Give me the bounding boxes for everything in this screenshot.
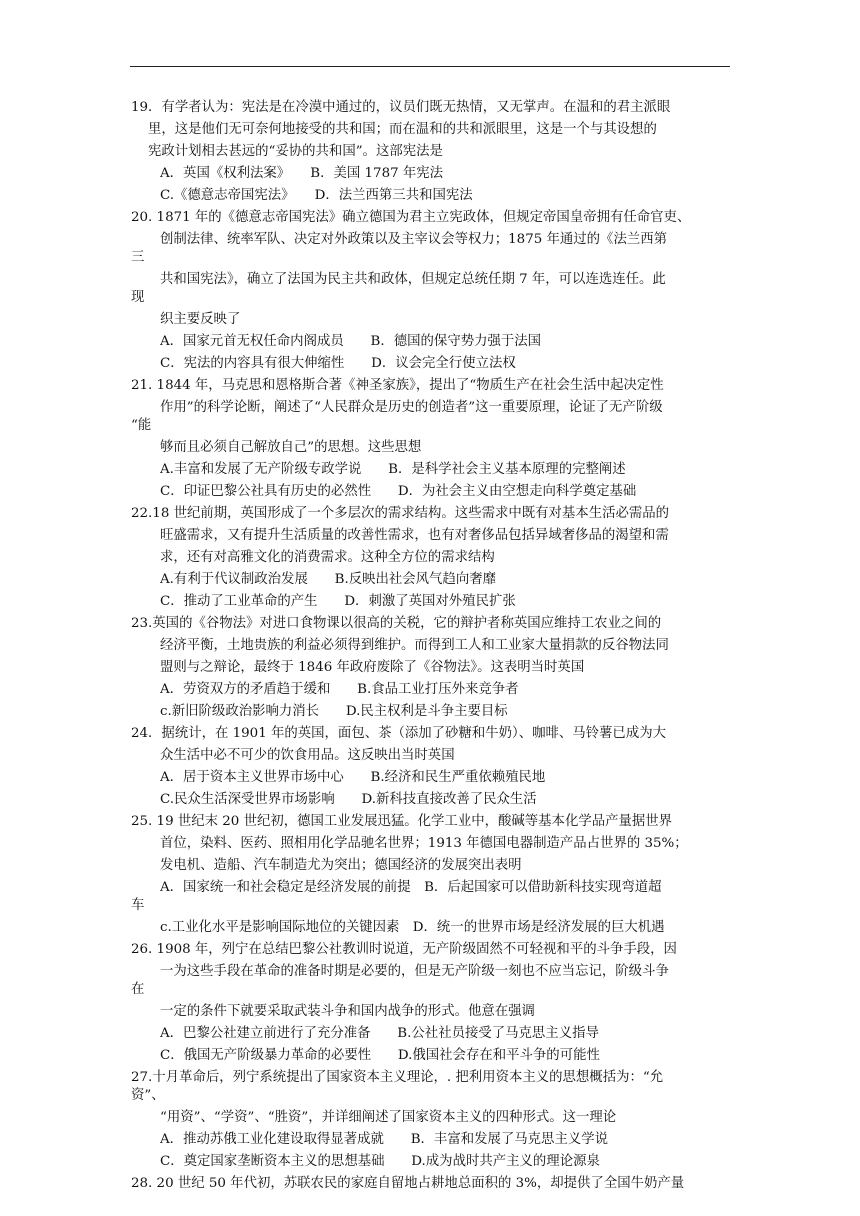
question-stem-line: 织主要反映了 xyxy=(160,312,241,327)
question-stem-line: 盟则与之辩论，最终于 1846 年政府废除了《谷物法》。这表明当时英国 xyxy=(160,660,585,675)
answer-options-line: C．印证巴黎公社具有历史的必然性 D．为社会主义由空想走向科学奠定基础 xyxy=(160,484,637,499)
question-stem-line: 经济平衡，土地贵族的利益必须得到维护。而得到工人和工业家大量捐款的反谷物法同 xyxy=(160,638,669,653)
question-stem-line: 首位，染料、医药、照相用化学品驰名世界；1913 年德国电器制造产品占世界的 35%； xyxy=(160,836,688,851)
question-stem-line: 在 xyxy=(131,982,145,997)
question-stem-line: “能 xyxy=(131,418,152,433)
header-rule xyxy=(130,66,730,67)
answer-options-line: A.丰富和发展了无产阶级专政学说 B．是科学社会主义基本原理的完整阐述 xyxy=(160,462,626,477)
question-stem-line: 共和国宪法》，确立了法国为民主共和政体，但规定总统任期 7 年，可以连选连任。此 xyxy=(160,272,666,287)
answer-options-line: A．国家元首无权任命内阁成员 B．德国的保守势力强于法国 xyxy=(160,334,542,349)
answer-options-line: A．推动苏俄工业化建设取得显著成就 B．丰富和发展了马克思主义学说 xyxy=(160,1132,609,1147)
answer-options-line: A．巴黎公社建立前进行了充分准备 B.公社社员接受了马克思主义指导 xyxy=(160,1026,599,1041)
question-stem-line: 现 xyxy=(131,290,145,305)
question-stem-line: 作用”的科学论断，阐述了“人民群众是历史的创造者”这一重要原理，论证了无产阶级 xyxy=(160,400,663,415)
answer-options-line: C.民众生活深受世界市场影响 D.新科技直接改善了民众生活 xyxy=(160,792,537,807)
question-stem-line: 够而且必须自己解放自己”的思想。这些思想 xyxy=(160,440,422,455)
question-stem-line: 里，这是他们无可奈何地接受的共和国；而在温和的共和派眼里，这是一个与其设想的 xyxy=(148,122,657,137)
answer-options-line: A．英国《权利法案》 B．美国 1787 年宪法 xyxy=(160,166,444,181)
question-stem-line: 发电机、造船、汽车制造尤为突出；德国经济的发展突出表明 xyxy=(160,858,522,873)
question-stem-line: 众生活中必不可少的饮食用品。这反映出当时英国 xyxy=(160,748,455,763)
answer-options-line: c.新旧阶级政治影响力消长 D.民主权利是斗争主要目标 xyxy=(160,704,508,719)
question-stem-line: 一定的条件下就要采取武装斗争和国内战争的形式。他意在强调 xyxy=(160,1004,535,1019)
question-stem-line: 21. 1844 年，马克思和恩格斯合著《神圣家族》，提出了“物质生产在社会生活中起决定性 xyxy=(131,378,664,393)
question-stem-line: 22.18 世纪前期，英国形成了一个多层次的需求结构。这些需求中既有对基本生活必需品的 xyxy=(131,506,670,521)
question-stem-line: 28. 20 世纪 50 年代初，苏联农民的家庭自留地占耕地总面积的 3%，却提供了全国牛奶产量 xyxy=(131,1176,685,1191)
answer-options-line: C.《德意志帝国宪法》 D．法兰西第三共和国宪法 xyxy=(160,188,473,203)
answer-options-line: C．推动了工业革命的产生 D．刺激了英国对外殖民扩张 xyxy=(160,594,516,609)
answer-options-line: 车 xyxy=(131,898,145,913)
answer-options-line: A．居于资本主义世界市场中心 B.经济和民生严重依赖殖民地 xyxy=(160,770,546,785)
answer-options-line: C．宪法的内容具有很大伸缩性 D．议会完全行使立法权 xyxy=(160,356,516,371)
question-stem-line: 19．有学者认为：宪法是在冷漠中通过的，议员们既无热情，又无掌声。在温和的君主派眼 xyxy=(131,100,671,115)
question-stem-line: 一为这些手段在革命的准备时期是必要的，但是无产阶级一刻也不应当忘记，阶级斗争 xyxy=(160,964,669,979)
answer-options-line: C．俄国无产阶级暴力革命的必要性 D.俄国社会存在和平斗争的可能性 xyxy=(160,1048,600,1063)
question-stem-line: 宪政计划相去甚远的“妥协的共和国”。这部宪法是 xyxy=(148,144,443,159)
answer-options-line: A.有利于代议制政治发展 B.反映出社会风气趋向奢靡 xyxy=(160,572,497,587)
question-stem-line: 资”、 xyxy=(131,1088,165,1103)
question-stem-line: 旺盛需求，又有提升生活质量的改善性需求，也有对奢侈品包括异域奢侈品的渴望和需 xyxy=(160,528,669,543)
question-stem-line: 创制法律、统率军队、决定对外政策以及主宰议会等权力；1875 年通过的《法兰西第 xyxy=(160,232,668,247)
question-stem-line: 24．据统计，在 1901 年的英国，面包、茶（添加了砂糖和牛奶）、咖啡、马铃薯已成为大 xyxy=(131,726,666,741)
answer-options-line: A．劳资双方的矛盾趋于缓和 B.食品工业打压外来竞争者 xyxy=(160,682,519,697)
answer-options-line: c.工业化水平是影响国际地位的关键因素 D．统一的世界市场是经济发展的巨大机遇 xyxy=(160,920,665,935)
answer-options-line: C．奠定国家垄断资本主义的思想基础 D.成为战时共产主义的理论源泉 xyxy=(160,1154,600,1169)
question-stem-line: 27.十月革命后，列宁系统提出了国家资本主义理论，. 把利用资本主义的思想概括为：“允 xyxy=(131,1070,664,1085)
question-stem-line: 三 xyxy=(131,250,145,265)
question-stem-line: “用资”、“学资”、“胜资”，并详细阐述了国家资本主义的四种形式。这一理论 xyxy=(160,1110,617,1125)
answer-options-line: A．国家统一和社会稳定是经济发展的前提 B．后起国家可以借助新科技实现弯道超 xyxy=(160,880,662,895)
question-stem-line: 23.英国的《谷物法》对进口食物课以很高的关税，它的辩护者称英国应维持工农业之间的 xyxy=(131,616,662,631)
question-stem-line: 求，还有对高雅文化的消费需求。这种全方位的需求结构 xyxy=(160,550,495,565)
question-stem-line: 26. 1908 年，列宁在总结巴黎公社教训时说道，无产阶级固然不可轻视和平的斗争手段，因 xyxy=(131,942,677,957)
question-stem-line: 25. 19 世纪末 20 世纪初，德国工业发展迅猛。化学工业中，酸碱等基本化学品产量据世界 xyxy=(131,814,673,829)
question-stem-line: 20. 1871 年的《德意志帝国宪法》确立德国为君主立宪政体，但规定帝国皇帝拥有任命官吏、 xyxy=(131,210,691,225)
